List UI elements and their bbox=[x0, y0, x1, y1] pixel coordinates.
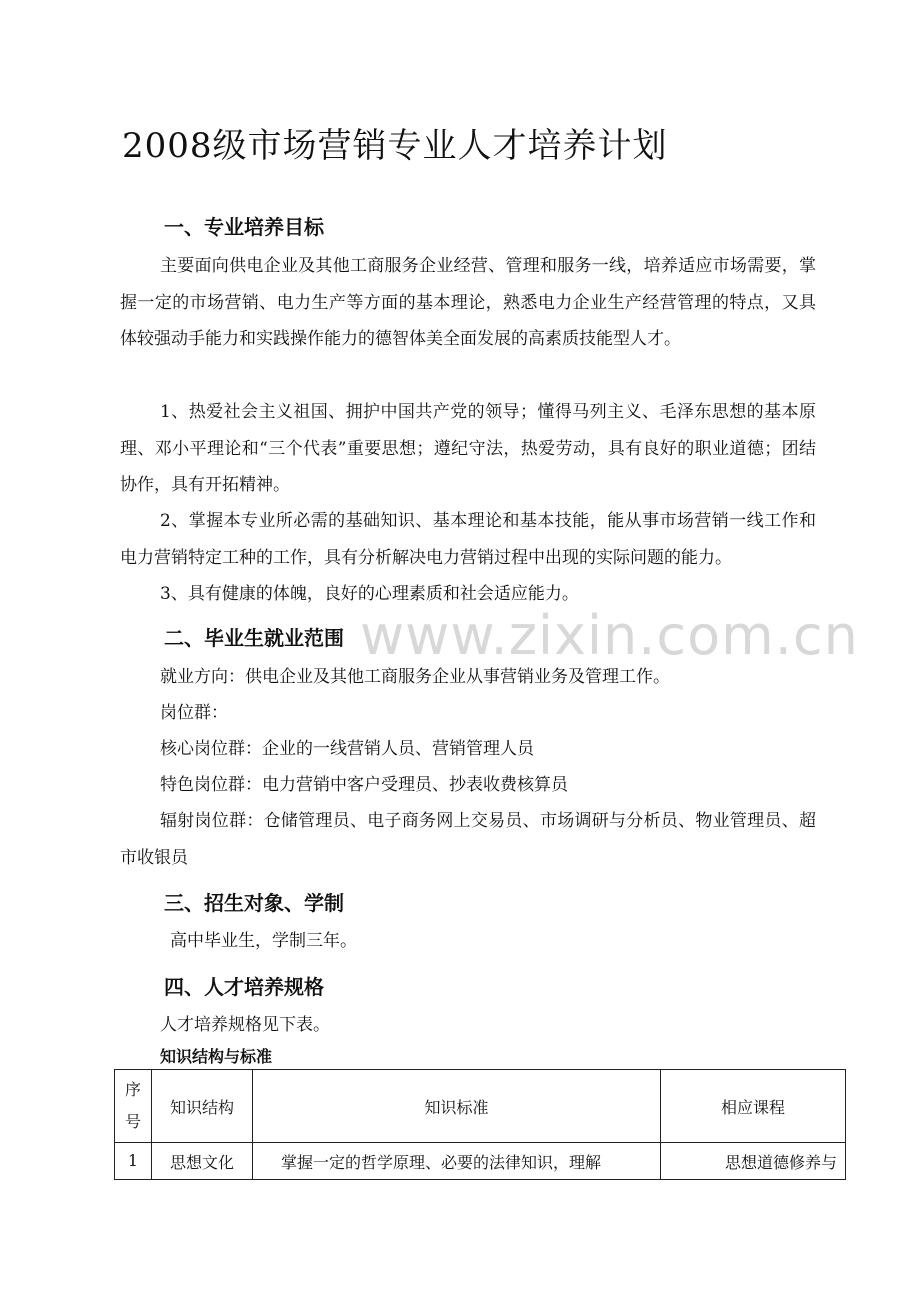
section-heading-objectives: 一、专业培养目标 bbox=[164, 215, 324, 239]
radiate-jobs: 辐射岗位群：仓储管理员、电子商务网上交易员、市场调研与分析员、物业管理员、超市收银员 bbox=[120, 811, 816, 868]
cell-no: 1 bbox=[115, 1143, 152, 1180]
header-no-label: 序号 bbox=[124, 1080, 141, 1131]
table-caption: 知识结构与标准 bbox=[160, 1047, 273, 1066]
cell-standard: 掌握一定的哲学原理、必要的法律知识，理解 bbox=[253, 1143, 661, 1180]
special-jobs: 特色岗位群：电力营销中客户受理员、抄表收费核算员 bbox=[160, 775, 568, 795]
table-row bbox=[115, 1143, 846, 1180]
header-standard: 知识标准 bbox=[253, 1070, 661, 1143]
jobs-label: 岗位群： bbox=[160, 703, 228, 723]
specification-text: 人才培养规格见下表。 bbox=[160, 1015, 330, 1035]
section-heading-enrollment: 三、招生对象、学制 bbox=[164, 891, 344, 915]
cell-structure: 思想文化 bbox=[152, 1143, 253, 1180]
employment-direction: 就业方向：供电企业及其他工商服务企业从事营销业务及管理工作。 bbox=[160, 667, 670, 687]
enrollment-text: 高中毕业生，学制三年。 bbox=[170, 931, 357, 951]
core-jobs: 核心岗位群：企业的一线营销人员、营销管理人员 bbox=[160, 739, 534, 759]
header-course: 相应课程 bbox=[661, 1070, 846, 1143]
objectives-item-2: 2、掌握本专业所必需的基础知识、基本理论和基本技能，能从事市场营销一线工作和电力营销特定工种的工作，具有分析解决电力营销过程中出现的实际问题的能力。 bbox=[120, 511, 816, 568]
document-title: 2008级市场营销专业人才培养计划 bbox=[122, 126, 668, 166]
objectives-item-1: 1、热爱社会主义祖国、拥护中国共产党的领导；懂得马列主义、毛泽东思想的基本原理、邓小平理论和“三个代表”重要思想；遵纪守法，热爱劳动，具有良好的职业道德；团结协作，具有开拓精神。 bbox=[120, 402, 816, 495]
table-header-row bbox=[115, 1070, 846, 1143]
watermark: www.zixin.com.cn bbox=[360, 604, 859, 667]
knowledge-table bbox=[114, 1069, 846, 1180]
section-heading-employment: 二、毕业生就业范围 bbox=[164, 626, 344, 650]
header-structure: 知识结构 bbox=[152, 1070, 253, 1143]
cell-course: 思想道德修养与 bbox=[661, 1143, 846, 1180]
objectives-item-3: 3、具有健康的体魄，良好的心理素质和社会适应能力。 bbox=[160, 584, 579, 604]
objectives-intro: 主要面向供电企业及其他工商服务企业经营、管理和服务一线，培养适应市场需要，掌握一定的市场营销、电力生产等方面的基本理论，熟悉电力企业生产经营管理的特点，又具体较强动手能力和实践操作能力的德智体美全面发展的高素质技能型人才。 bbox=[120, 256, 816, 349]
section-heading-specification: 四、人才培养规格 bbox=[164, 975, 324, 999]
header-no bbox=[115, 1070, 152, 1143]
